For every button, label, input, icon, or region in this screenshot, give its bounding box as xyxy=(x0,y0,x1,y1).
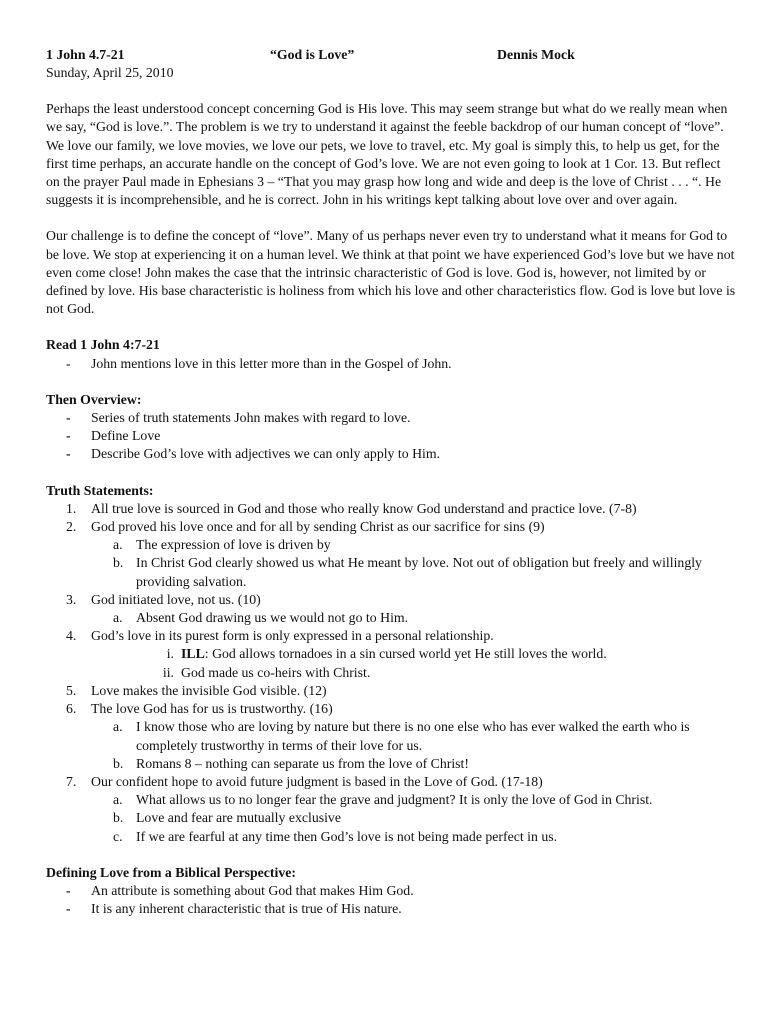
list-item: - Series of truth statements John makes with regard to love. xyxy=(46,409,736,427)
list-item: - An attribute is something about God that makes Him God. xyxy=(46,882,736,900)
document-header xyxy=(46,46,736,64)
truth-item: 3. God initiated love, not us. (10) a. Absent God drawing us we would not go to Him. xyxy=(46,591,736,627)
challenge-paragraph: Our challenge is to define the concept of “love”. Many of us perhaps never even try to understand what it means for God to be love. We stop at experiencing it on a human level. We think at that point we have experienced God’s love but we have not even come close! John makes the case that the intrinsic characteristic of God is love. God is, however, not limited by or defined by love. His base characteristic is holiness from which his love and other characteristics flow. God is love but love is not God. xyxy=(46,228,736,317)
list-item: - It is any inherent characteristic that is true of His nature. xyxy=(46,900,736,918)
read-section xyxy=(46,336,736,372)
sub-list xyxy=(91,536,736,591)
scripture-reference: 1 John 4.7-21 xyxy=(46,47,125,62)
sub-item: a. The expression of love is driven by xyxy=(113,537,331,553)
overview-section xyxy=(46,391,736,464)
roman-item: i. ILL: God allows tornadoes in a sin cursed world yet He still loves the world. xyxy=(166,646,607,662)
sub-list xyxy=(91,609,736,627)
illustration-label: ILL xyxy=(181,646,205,662)
sub-item: c. If we are fearful at any time then God’s love is not being made perfect in us. xyxy=(113,828,558,844)
sub-item: b. In Christ God clearly showed us what He meant by love. Not out of obligation but freely and willingly providing salvation. xyxy=(113,555,702,589)
sub-item: a. What allows us to no longer fear the grave and judgment? It is only the love of God in Christ. xyxy=(113,792,653,808)
defining-heading: Defining Love from a Biblical Perspective: xyxy=(46,864,296,880)
list-item: - Define Love xyxy=(46,427,736,445)
dash-marker: - xyxy=(66,428,71,444)
truth-item: 5. Love makes the invisible God visible. (12) xyxy=(66,682,327,698)
sub-item: b. Romans 8 – nothing can separate us from the love of Christ! xyxy=(113,755,469,771)
dash-marker: - xyxy=(66,446,71,462)
sub-list xyxy=(91,791,736,846)
list-item: - Describe God’s love with adjectives we can only apply to Him. xyxy=(46,445,736,463)
sermon-date: Sunday, April 25, 2010 xyxy=(46,65,174,80)
defining-section xyxy=(46,864,736,919)
sub-item: a. Absent God drawing us we would not go to Him. xyxy=(113,610,409,626)
read-list xyxy=(46,355,736,373)
truth-item: 4. God’s love in its purest form is only expressed in a personal relationship. i. ILL: God allows tornadoes in a sin cursed world yet He still loves the world. ii. God made us co-heirs with Christ. xyxy=(46,627,736,682)
sub-list xyxy=(91,718,736,773)
truth-item: 2. God proved his love once and for all by sending Christ as our sacrifice for sins (9) a. The expression of love is driven by b. In Christ God clearly showed us what He meant by love. Not out of obligation but freely and willingly providing salvation. xyxy=(46,518,736,591)
truth-item: 6. The love God has for us is trustworthy. (16) a. I know those who are loving by nature but there is no one else who has ever walked the earth who is completely trustworthy in terms of their love for us. b. Romans 8 – nothing can separate us from the love of Christ! xyxy=(46,700,736,773)
roman-item: ii. God made us co-heirs with Christ. xyxy=(162,664,371,680)
truth-item: 1. All true love is sourced in God and those who really know God understand and practice love. (7-8) xyxy=(66,500,637,516)
truth-heading: Truth Statements: xyxy=(46,482,154,498)
list-item: - John mentions love in this letter more than in the Gospel of John. xyxy=(46,355,736,373)
truth-list xyxy=(46,500,736,846)
sub-item: a. I know those who are loving by nature but there is no one else who has ever walked the earth who is completely trustworthy in terms of their love for us. xyxy=(113,719,690,753)
dash-marker: - xyxy=(66,410,71,426)
author-name: Dennis Mock xyxy=(497,47,575,62)
sub-item: b. Love and fear are mutually exclusive xyxy=(113,810,341,826)
roman-list xyxy=(91,645,736,681)
overview-list xyxy=(46,409,736,464)
sermon-title: “God is Love” xyxy=(270,47,355,62)
truth-item: 7. Our confident hope to avoid future judgment is based in the Love of God. (17-18) a. What allows us to no longer fear the grave and judgment? It is only the love of God in Christ. b. Love and fear are mutually exclusive c. If we are fearful at any time then God’s love is not being made perfect in us. xyxy=(46,773,736,846)
dash-marker: - xyxy=(66,355,71,371)
overview-heading: Then Overview: xyxy=(46,391,142,407)
read-heading: Read 1 John 4:7-21 xyxy=(46,337,160,353)
intro-paragraph: Perhaps the least understood concept concerning God is His love. This may seem strange but what do we really mean when we say, “God is love.”. The problem is we try to understand it against the feeble backdrop of our human concept of “love”. We love our family, we love movies, we love our pets, we love to travel, etc. My goal is simply this, to help us get, for the first time perhaps, an accurate handle on the concept of God’s love. We are not even going to look at 1 Cor. 13. But reflect on the prayer Paul made in Ephesians 3 – “That you may grasp how long and wide and deep is the love of Christ . . . “. He suggests it is incomprehensible, and he is correct. John in his writings kept talking about love over and over again. xyxy=(46,101,728,208)
dash-marker: - xyxy=(66,882,71,898)
document-page xyxy=(46,46,736,918)
truth-section xyxy=(46,482,736,846)
dash-marker: - xyxy=(66,901,71,917)
defining-list xyxy=(46,882,736,918)
